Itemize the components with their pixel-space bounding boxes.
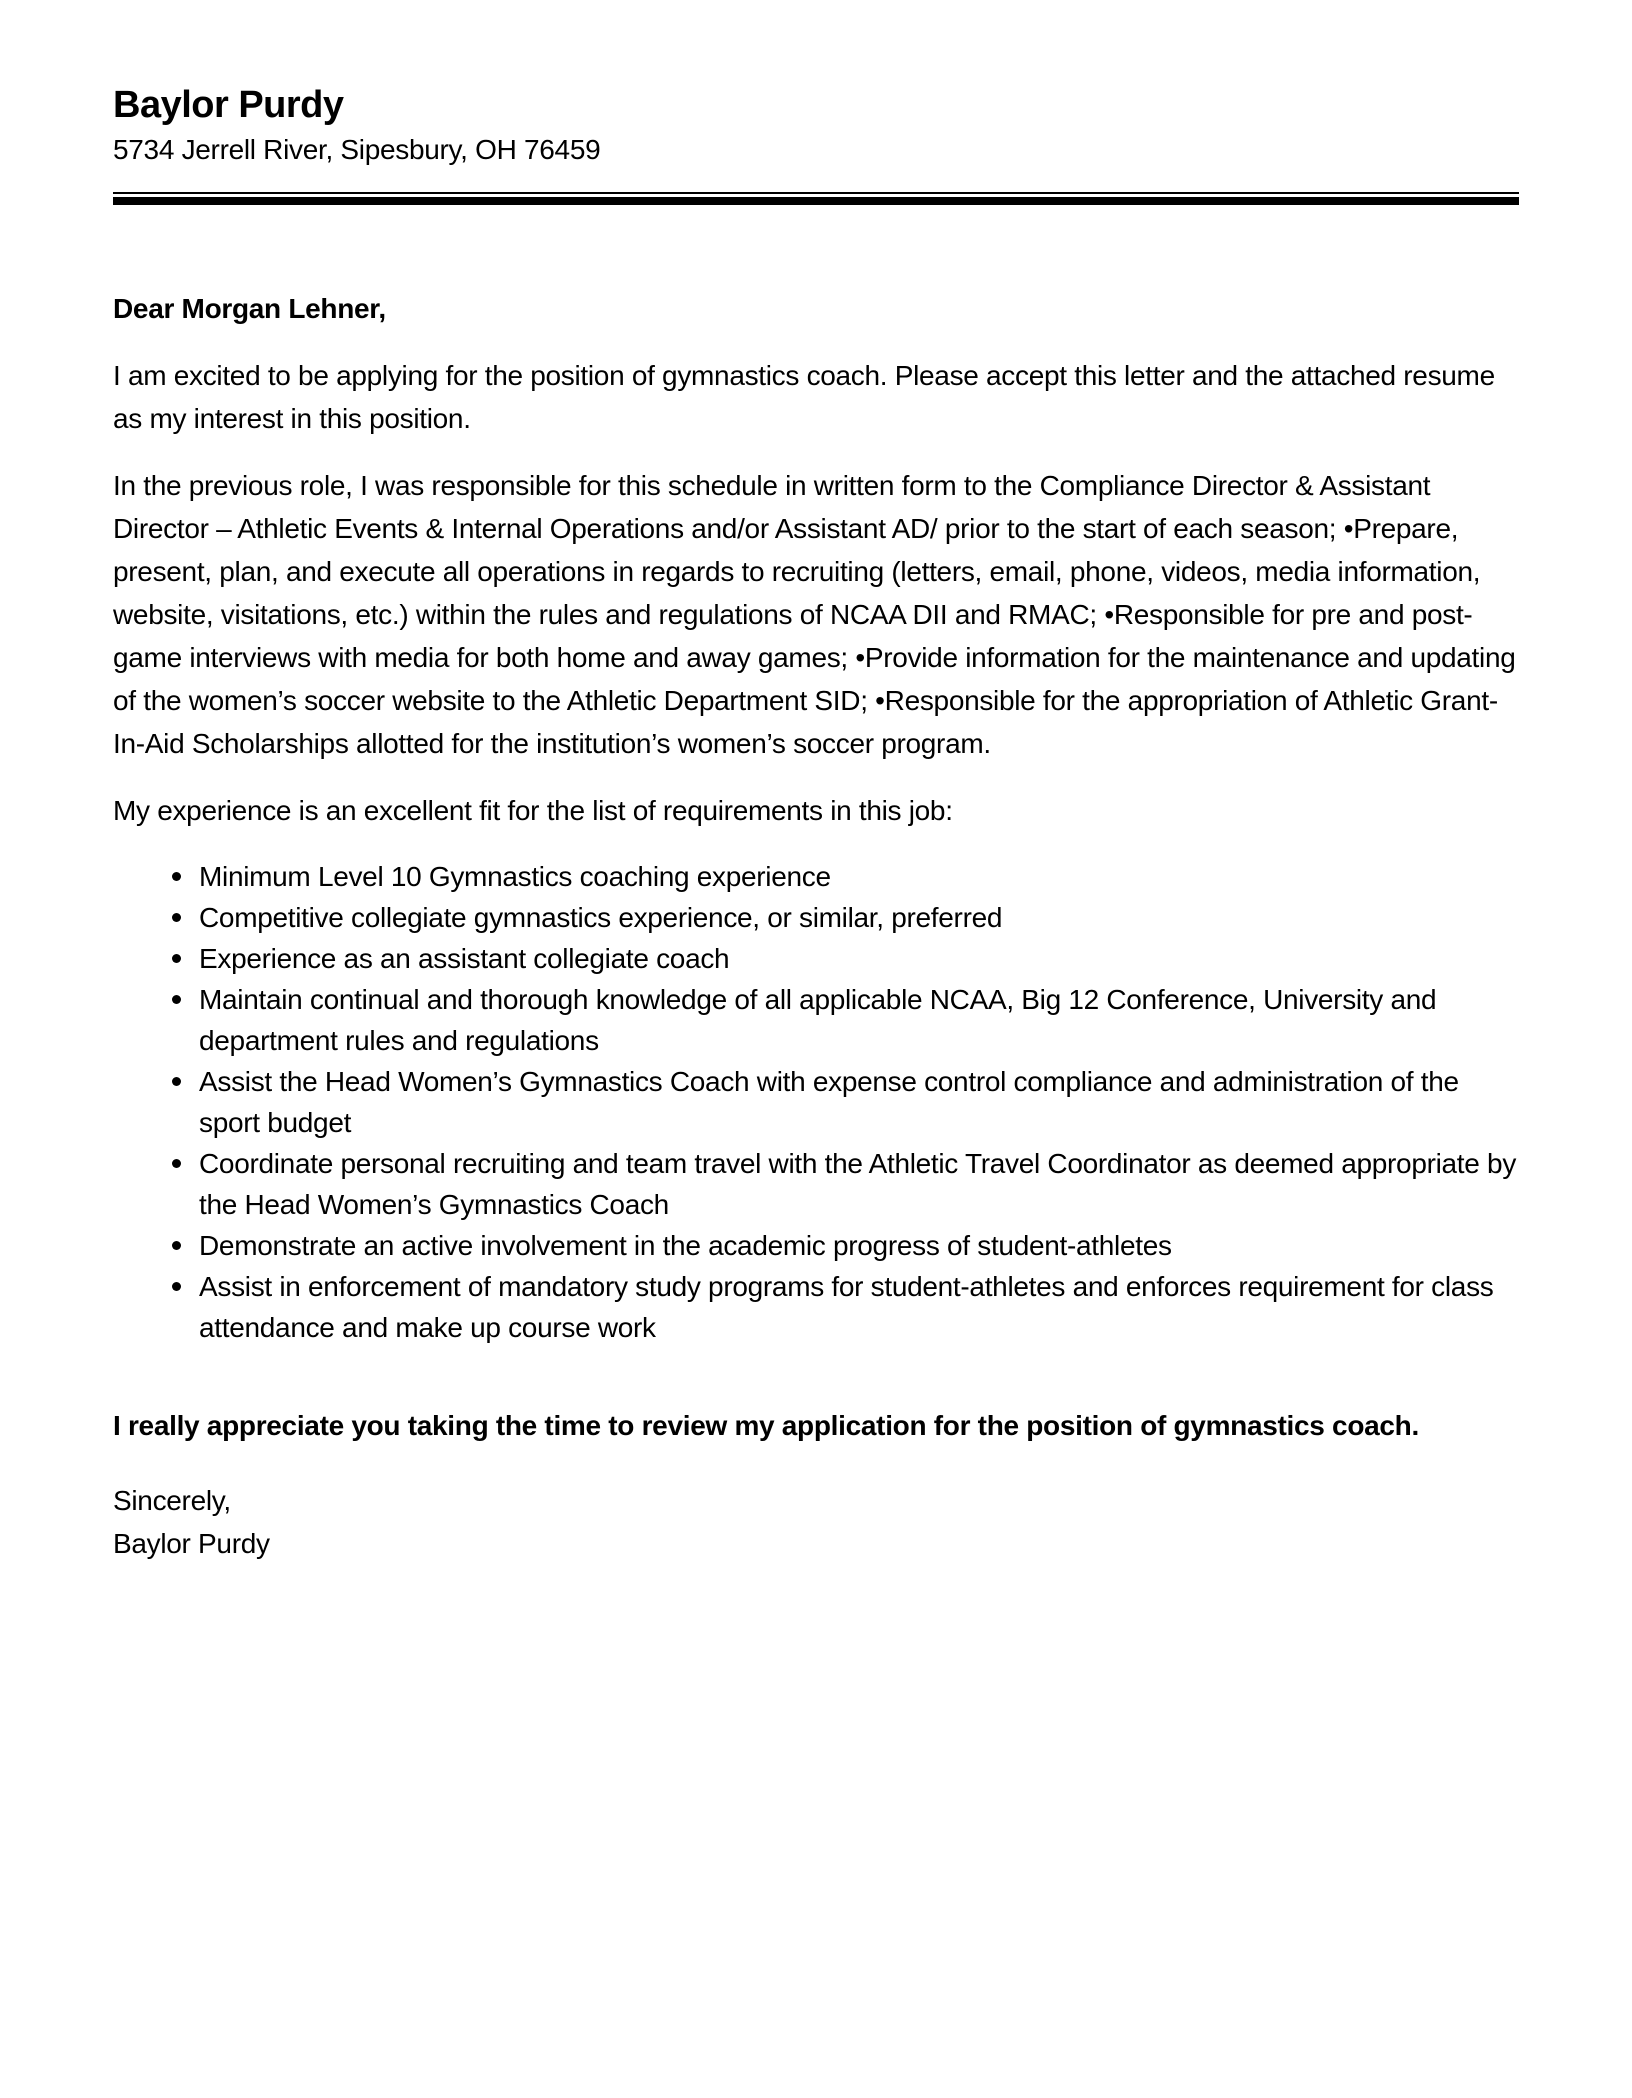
requirement-item: Assist in enforcement of mandatory study programs for student-athletes and enforces requirement for class attendance and make up course work (199, 1266, 1519, 1348)
paragraph-previous-role: In the previous role, I was responsible for this schedule in written form to the Compliance Director & Assistant Director – Athletic Events & Internal Operations and/or Assistant AD/ prior to the start of each season; •Prepare, present, plan, and execute all operations in regards to recruiting (letters, email, phone, videos, media information, website, visitations, etc.) within the rules and regulations of NCAA DII and RMAC; •Responsible for pre and post-game interviews with media for both home and away games; •Provide information for the maintenance and updating of the women’s soccer website to the Athletic Department SID; •Responsible for the appropriation of Athletic Grant-In-Aid Scholarships allotted for the institution’s women’s soccer program. (113, 470, 1516, 759)
signature-name: Baylor Purdy (113, 1528, 270, 1559)
header-divider (113, 192, 1519, 205)
closing-statement: I really appreciate you taking the time to review my application for the position of gymnastics coach. (113, 1410, 1419, 1441)
salutation: Dear Morgan Lehner, (113, 293, 386, 324)
letter-header (113, 82, 1519, 205)
requirement-item: Experience as an assistant collegiate coach (199, 938, 1519, 979)
requirements-list (113, 856, 1519, 1348)
signoff: Sincerely, (113, 1485, 231, 1516)
letter-body (113, 287, 1519, 1565)
requirement-item: Minimum Level 10 Gymnastics coaching experience (199, 856, 1519, 897)
requirement-item: Coordinate personal recruiting and team travel with the Athletic Travel Coordinator as deemed appropriate by the Head Women’s Gymnastics Coach (199, 1143, 1519, 1225)
sender-name: Baylor Purdy (113, 84, 344, 126)
sender-address: 5734 Jerrell River, Sipesbury, OH 76459 (113, 134, 601, 165)
requirement-item: Assist the Head Women’s Gymnastics Coach with expense control compliance and administration of the sport budget (199, 1061, 1519, 1143)
requirement-item: Maintain continual and thorough knowledge of all applicable NCAA, Big 12 Conference, University and department rules and regulations (199, 979, 1519, 1061)
requirement-item: Demonstrate an active involvement in the academic progress of student-athletes (199, 1225, 1519, 1266)
requirement-item: Competitive collegiate gymnastics experience, or similar, preferred (199, 897, 1519, 938)
requirements-intro: My experience is an excellent fit for the list of requirements in this job: (113, 795, 953, 826)
paragraph-intro: I am excited to be applying for the position of gymnastics coach. Please accept this letter and the attached resume as my interest in this position. (113, 360, 1495, 434)
